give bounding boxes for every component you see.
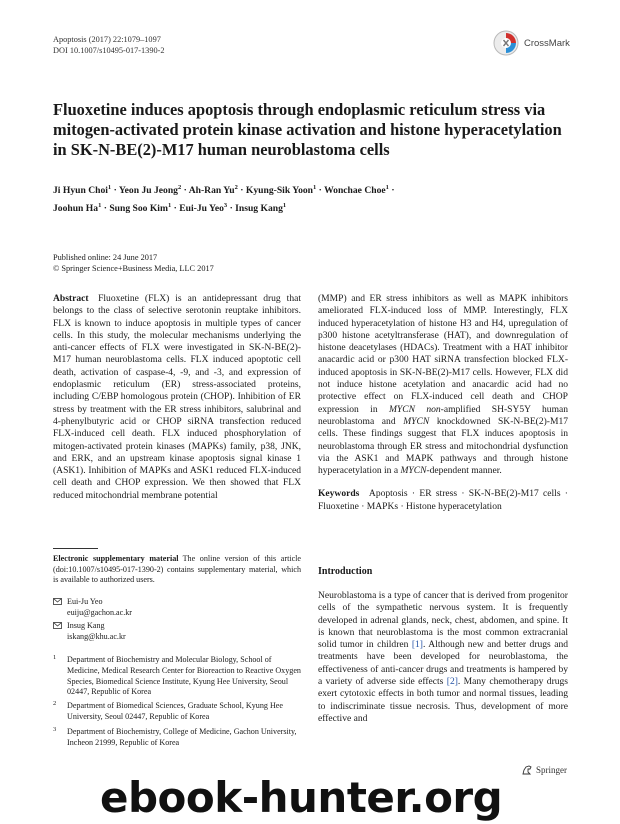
envelope-icon [53,598,62,605]
affiliation-number: 1 [53,654,57,661]
author-affiliation-mark: 1 [282,202,287,210]
author-affiliation-mark: 3 [223,202,228,210]
affiliation-text: Department of Biomedical Sciences, Graduate School, Kyung Hee University, Seoul 02447, Republic of Korea [67,701,283,721]
abstract-continuation: (MMP) and ER stress inhibitors as well as MAPK inhibitors ameliorated FLX-induced loss of MMP. Interestingly, FLX induced hyperacetylation of histone H3 and H4, upregulation of p300 histone acetyltransferase (HAT), and downregulation of histone deacetylases (HDACs). Treatment with a HAT inhibitor anacardic acid or p300 HAT siRNA transfection blocked FLX-induced apoptosis in SK-N-BE(2)-M17 cells. However, FLX did not induce histone acetylation and anacardic acid had no protective effect on FLX-induced cell death and CHOP expression in MYCN non-amplified SH-SY5Y human neuroblastoma and MYCN knockdowned SK-N-BE(2)-M17 cells. These findings suggest that FLX induces apoptosis in neuroblastoma through ER stress and mitochondrial dysfunction via the ASK1 and MAPK pathways and through histone hyperacetylation in a MYCN-dependent manner. [318,293,569,477]
supplementary-text: The online version of this article (doi:10.1007/s10495-017-1390-2) contains supplementary material, which is available to authorized users. [53,554,301,585]
author-affiliation-mark: 1 [107,184,112,191]
keywords [318,488,568,513]
supplementary-label: Electronic supplementary material [53,554,179,563]
affiliation-text: Department of Biochemistry and Molecular Biology, School of Medicine, Medical Research Center for Bioreaction to Reactive Oxygen Species, Biomedical Science Institute, Kyung Hee University, Seoul 02447, Republic of Korea [67,655,301,697]
keywords-label: Keywords [318,488,360,500]
author: Kyung-Sik Yoon$^1$ [245,184,317,197]
abstract-left-column [53,293,301,502]
author-affiliation-mark: 1 [313,184,317,191]
watermark-text: ebook-hunter.org [100,773,503,822]
author: Joohun Ha$^1$ [53,202,102,215]
introduction-text: Neuroblastoma is a type of cancer that is derived from progenitor cells of the sympathetic nervous system. It is frequently developed in adrenal glands, neck, chest, abdomen, and spine. It is known that neuroblastoma is the most common extracranial solid tumor in children [1]. Although new and better drugs and treatments have been developed for neuroblastoma, the effectiveness of anti-cancer drugs and treatments is hampered by a variety of adverse side effects [2]. Many chemotherapy drugs exert cytotoxic effects in both tumor and normal tissues, leading to indiscriminate tissue necrosis. Thus, development of more effective and [318,590,569,724]
published-date: Published online: 24 June 2017 [53,253,158,262]
author: Wonchae Choe$^1$ [324,184,389,197]
affiliation-text: Department of Biochemistry, College of Medicine, Gachon University, Incheon 21999, Republic of Korea [67,727,297,747]
author-affiliation-mark: 2 [234,184,238,191]
publisher-mark [521,764,567,776]
envelope-icon [53,622,62,629]
affiliation-3 [53,727,301,749]
author: Eui-Ju Yeo$^3$ [179,202,228,215]
copyright-line: © Springer Science+Business Media, LLC 2017 [53,264,214,273]
crossmark-icon [493,30,519,56]
correspondent-email[interactable]: euiju@gachon.ac.kr [67,607,132,617]
article-title: Fluoxetine induces apoptosis through endoplasmic reticulum stress via mitogen-activated protein kinase activation and histone hyperacetylation in SK-N-BE(2)-M17 human neuroblastoma cells [53,100,562,159]
publication-info [53,252,214,274]
publisher-name: Springer [536,765,567,775]
citation-link[interactable]: [2] [446,676,458,688]
author: Sung Soo Kim$^1$ [109,202,172,215]
correspondent-name: Insug Kang [67,621,105,630]
affiliation-number: 3 [53,726,57,733]
springer-horse-icon [521,764,533,776]
author: Ji Hyun Choi$^1$ [53,184,112,197]
author-affiliation-mark: 1 [98,202,102,210]
author-affiliation-mark: 1 [385,184,389,191]
footnote-divider [53,548,98,549]
affiliation-2 [53,701,301,723]
abstract-right-column [318,293,568,513]
keywords-text: Apoptosis · ER stress · SK-N-BE(2)-M17 cells · Fluoxetine · MAPKs · Histone hyperacetylation [318,488,568,512]
author: Insug Kang$^1$ [235,202,287,215]
correspondent-email[interactable]: iskang@khu.ac.kr [67,631,126,641]
affiliation-number: 2 [53,700,57,707]
correspondent-name: Eui-Ju Yeo [67,597,103,606]
author: Ah-Ran Yu$^2$ [188,184,238,197]
crossmark-label: CrossMark [524,37,570,49]
journal-citation: Apoptosis (2017) 22:1079–1097 [53,35,161,44]
introduction-heading: Introduction [318,566,373,577]
journal-header [53,34,165,56]
author-affiliation-mark: 1 [167,202,172,210]
abstract-label: Abstract [53,293,89,304]
correspondence-1 [53,597,132,619]
author: Yeon Ju Jeong$^2$ [118,184,182,197]
abstract-text: Fluoxetine (FLX) is an antidepressant drug that belongs to the class of selective serotonin reuptake inhibitors. FLX is known to induce apoptosis in multiple types of cancer cells. In this study, the molecular mechanisms underlying the anti-cancer effects of FLX were investigated in SK-N-BE(2)-M17 human neuroblastoma cells. FLX induced apoptotic cell death, activation of caspase-4, -9, and -3, and expression of endoplasmic reticulum (ER) stress-associated proteins, including C/EBP homologous protein (CHOP). Inhibition of ER stress by treatment with the ER stress inhibitors, salubrinal and 4-phenylbutyric acid or CHOP siRNA transfection reduced FLX-induced cell death. FLX induced phosphorylation of mitogen-activated protein kinases (MAPKs) family, p38, JNK, and ERK, and an upstream kinase apoptosis signal kinase 1 (ASK1). Inhibition of MAPKs and ASK1 reduced FLX-induced cell death and CHOP expression. We then showed that FLX reduced mitochondrial membrane potential [53,293,301,501]
citation-link[interactable]: [1] [411,639,423,651]
crossmark-badge[interactable] [493,30,570,56]
article-doi[interactable]: DOI 10.1007/s10495-017-1390-2 [53,46,165,55]
supplementary-note [53,554,301,586]
author-affiliation-mark: 2 [177,184,182,191]
author-list: Ji Hyun Choi$^1$ · Yeon Ju Jeong$^2$ · Ah-Ran $Yu^2$ · Kyung-Sik Yoon$^1$ · Wonchae Choe$^1$ · Joohun $Ha^1$ · Sung Soo Kim$^1$ · Eui-Ju Yeo$^3$ · Insug Kang$^1$ [53,184,395,215]
affiliation-1 [53,655,301,698]
correspondence-2 [53,621,126,643]
